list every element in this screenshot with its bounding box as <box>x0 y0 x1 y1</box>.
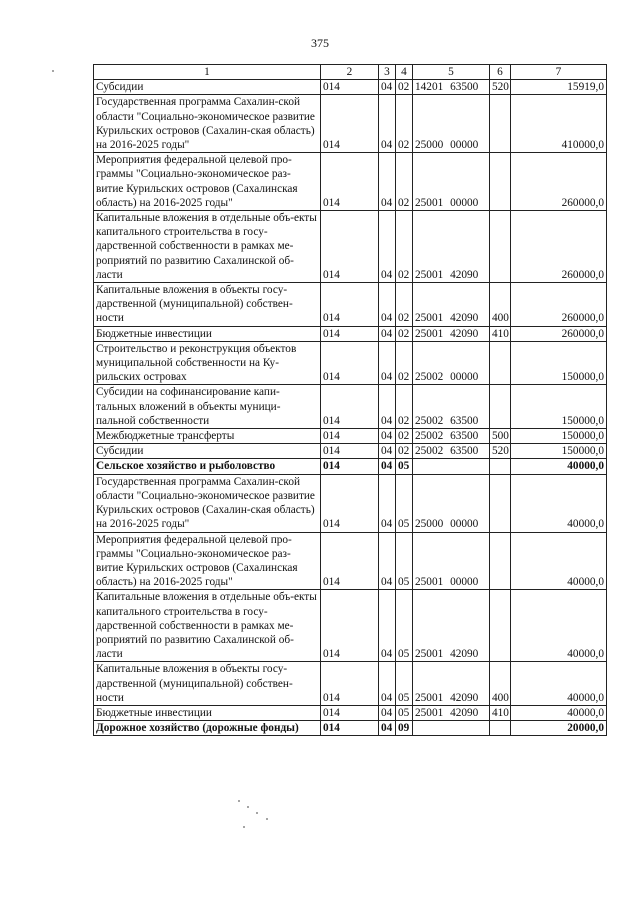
row-section-cell: 04 <box>379 429 396 444</box>
row-section-cell: 04 <box>379 80 396 95</box>
row-amount-cell: 40000,0 <box>511 662 607 706</box>
row-expense-cell: 520 <box>490 444 511 459</box>
row-amount-cell: 40000,0 <box>511 474 607 532</box>
row-target-cell: 25001 00000 <box>413 532 490 590</box>
row-subsection-cell: 05 <box>396 459 413 474</box>
row-subsection-cell: 02 <box>396 444 413 459</box>
row-subsection-cell: 09 <box>396 721 413 736</box>
row-subsection-cell: 02 <box>396 341 413 385</box>
row-amount-cell: 260000,0 <box>511 283 607 327</box>
row-amount-cell: 150000,0 <box>511 385 607 429</box>
table-row <box>94 721 607 736</box>
column-header: 6 <box>490 65 511 80</box>
table-row <box>94 211 607 283</box>
table-row <box>94 283 607 327</box>
row-expense-cell: 520 <box>490 80 511 95</box>
row-expense-cell <box>490 341 511 385</box>
table-row <box>94 474 607 532</box>
row-section-cell: 04 <box>379 385 396 429</box>
scan-speck <box>238 800 240 802</box>
table-row <box>94 459 607 474</box>
row-subsection-cell: 02 <box>396 429 413 444</box>
row-amount-cell: 20000,0 <box>511 721 607 736</box>
row-expense-cell <box>490 532 511 590</box>
row-section-cell: 04 <box>379 341 396 385</box>
table-row <box>94 326 607 341</box>
row-amount-cell: 260000,0 <box>511 326 607 341</box>
row-name-cell: Государственная программа Сахалин-ской области "Социально-экономическое развитие Курильских островов (Сахалин-ская область) на 2016-2025 годы" <box>94 474 321 532</box>
row-name-cell: Мероприятия федеральной целевой про-граммы "Социально-экономическое раз-витие Курильских островов (Сахалинская область) на 2016-2025 годы" <box>94 532 321 590</box>
row-target-cell: 25001 42090 <box>413 326 490 341</box>
table-row <box>94 532 607 590</box>
row-name-cell: Субсидии на софинансирование капи-тальных вложений в объекты муници-пальной собственности <box>94 385 321 429</box>
row-target-cell: 25001 42090 <box>413 211 490 283</box>
row-ministry-cell: 014 <box>321 211 379 283</box>
column-header: 2 <box>321 65 379 80</box>
row-expense-cell <box>490 153 511 211</box>
column-header: 5 <box>413 65 490 80</box>
row-ministry-cell: 014 <box>321 283 379 327</box>
row-amount-cell: 410000,0 <box>511 95 607 153</box>
row-subsection-cell: 02 <box>396 95 413 153</box>
row-section-cell: 04 <box>379 326 396 341</box>
row-target-cell: 25001 42090 <box>413 705 490 720</box>
row-ministry-cell: 014 <box>321 341 379 385</box>
row-ministry-cell: 014 <box>321 429 379 444</box>
row-subsection-cell: 05 <box>396 662 413 706</box>
row-amount-cell: 150000,0 <box>511 444 607 459</box>
row-target-cell <box>413 459 490 474</box>
row-name-cell: Мероприятия федеральной целевой про-граммы "Социально-экономическое раз-витие Курильских островов (Сахалинская область) на 2016-2025 годы" <box>94 153 321 211</box>
row-section-cell: 04 <box>379 153 396 211</box>
scan-speck <box>266 818 268 820</box>
row-name-cell: Капитальные вложения в объекты госу-дарственной (муниципальной) собствен-ности <box>94 283 321 327</box>
row-subsection-cell: 02 <box>396 153 413 211</box>
row-section-cell: 04 <box>379 211 396 283</box>
row-amount-cell: 40000,0 <box>511 590 607 662</box>
row-subsection-cell: 05 <box>396 474 413 532</box>
row-ministry-cell: 014 <box>321 705 379 720</box>
row-subsection-cell: 02 <box>396 326 413 341</box>
row-amount-cell: 40000,0 <box>511 459 607 474</box>
row-section-cell: 04 <box>379 444 396 459</box>
header-row <box>94 65 607 80</box>
row-ministry-cell: 014 <box>321 153 379 211</box>
scan-speck <box>52 70 54 72</box>
row-target-cell: 25002 63500 <box>413 385 490 429</box>
row-section-cell: 04 <box>379 705 396 720</box>
row-name-cell: Сельское хозяйство и рыболовство <box>94 459 321 474</box>
column-header: 3 <box>379 65 396 80</box>
row-section-cell: 04 <box>379 532 396 590</box>
row-subsection-cell: 05 <box>396 705 413 720</box>
column-header: 4 <box>396 65 413 80</box>
row-name-cell: Капитальные вложения в отдельные объ-екты капитального строительства в госу-дарственной собственности в рамках ме-роприятий по развитию Сахалинской об-ласти <box>94 590 321 662</box>
scan-speck <box>247 806 249 808</box>
table-row <box>94 429 607 444</box>
row-expense-cell: 400 <box>490 283 511 327</box>
table-row <box>94 95 607 153</box>
row-ministry-cell: 014 <box>321 459 379 474</box>
table-row <box>94 705 607 720</box>
table-row <box>94 385 607 429</box>
row-expense-cell <box>490 385 511 429</box>
row-target-cell <box>413 721 490 736</box>
row-target-cell: 25002 00000 <box>413 341 490 385</box>
row-amount-cell: 150000,0 <box>511 429 607 444</box>
row-target-cell: 25002 63500 <box>413 444 490 459</box>
row-section-cell: 04 <box>379 662 396 706</box>
row-subsection-cell: 02 <box>396 385 413 429</box>
row-ministry-cell: 014 <box>321 662 379 706</box>
row-expense-cell <box>490 590 511 662</box>
row-name-cell: Бюджетные инвестиции <box>94 705 321 720</box>
table-row <box>94 662 607 706</box>
row-name-cell: Субсидии <box>94 444 321 459</box>
row-name-cell: Дорожное хозяйство (дорожные фонды) <box>94 721 321 736</box>
column-header: 7 <box>511 65 607 80</box>
row-target-cell: 14201 63500 <box>413 80 490 95</box>
row-ministry-cell: 014 <box>321 385 379 429</box>
row-ministry-cell: 014 <box>321 474 379 532</box>
row-subsection-cell: 02 <box>396 211 413 283</box>
row-name-cell: Субсидии <box>94 80 321 95</box>
row-subsection-cell: 05 <box>396 532 413 590</box>
table-row <box>94 341 607 385</box>
row-expense-cell <box>490 474 511 532</box>
row-section-cell: 04 <box>379 474 396 532</box>
row-section-cell: 04 <box>379 721 396 736</box>
row-amount-cell: 40000,0 <box>511 532 607 590</box>
budget-table <box>93 64 607 736</box>
table-row <box>94 80 607 95</box>
row-section-cell: 04 <box>379 459 396 474</box>
row-expense-cell <box>490 459 511 474</box>
row-target-cell: 25002 63500 <box>413 429 490 444</box>
table-row <box>94 590 607 662</box>
row-subsection-cell: 02 <box>396 80 413 95</box>
row-target-cell: 25000 00000 <box>413 474 490 532</box>
row-subsection-cell: 05 <box>396 590 413 662</box>
row-expense-cell <box>490 211 511 283</box>
row-amount-cell: 260000,0 <box>511 153 607 211</box>
row-ministry-cell: 014 <box>321 95 379 153</box>
column-header: 1 <box>94 65 321 80</box>
row-amount-cell: 150000,0 <box>511 341 607 385</box>
row-expense-cell <box>490 721 511 736</box>
row-amount-cell: 40000,0 <box>511 705 607 720</box>
page-number: 375 <box>311 36 329 50</box>
table-row <box>94 153 607 211</box>
row-ministry-cell: 014 <box>321 721 379 736</box>
row-target-cell: 25001 42090 <box>413 662 490 706</box>
row-name-cell: Межбюджетные трансферты <box>94 429 321 444</box>
row-section-cell: 04 <box>379 590 396 662</box>
scan-speck <box>243 826 245 828</box>
row-name-cell: Государственная программа Сахалин-ской области "Социально-экономическое развитие Курильских островов (Сахалин-ская область) на 2016-2025 годы" <box>94 95 321 153</box>
row-name-cell: Капитальные вложения в отдельные объ-екты капитального строительства в госу-дарственной собственности в рамках ме-роприятий по развитию Сахалинской об-ласти <box>94 211 321 283</box>
row-name-cell: Капитальные вложения в объекты госу-дарственной (муниципальной) собствен-ности <box>94 662 321 706</box>
row-name-cell: Строительство и реконструкция объектов муниципальной собственности на Ку-рильских островах <box>94 341 321 385</box>
scan-speck <box>256 812 258 814</box>
row-target-cell: 25000 00000 <box>413 95 490 153</box>
row-expense-cell <box>490 95 511 153</box>
row-name-cell: Бюджетные инвестиции <box>94 326 321 341</box>
row-expense-cell: 500 <box>490 429 511 444</box>
row-expense-cell: 410 <box>490 326 511 341</box>
table-row <box>94 444 607 459</box>
row-amount-cell: 15919,0 <box>511 80 607 95</box>
row-expense-cell: 410 <box>490 705 511 720</box>
row-section-cell: 04 <box>379 95 396 153</box>
row-ministry-cell: 014 <box>321 80 379 95</box>
row-target-cell: 25001 42090 <box>413 283 490 327</box>
row-subsection-cell: 02 <box>396 283 413 327</box>
row-target-cell: 25001 00000 <box>413 153 490 211</box>
row-section-cell: 04 <box>379 283 396 327</box>
row-ministry-cell: 014 <box>321 532 379 590</box>
row-expense-cell: 400 <box>490 662 511 706</box>
row-ministry-cell: 014 <box>321 326 379 341</box>
row-amount-cell: 260000,0 <box>511 211 607 283</box>
row-ministry-cell: 014 <box>321 444 379 459</box>
table-body <box>94 80 607 736</box>
row-ministry-cell: 014 <box>321 590 379 662</box>
row-target-cell: 25001 42090 <box>413 590 490 662</box>
